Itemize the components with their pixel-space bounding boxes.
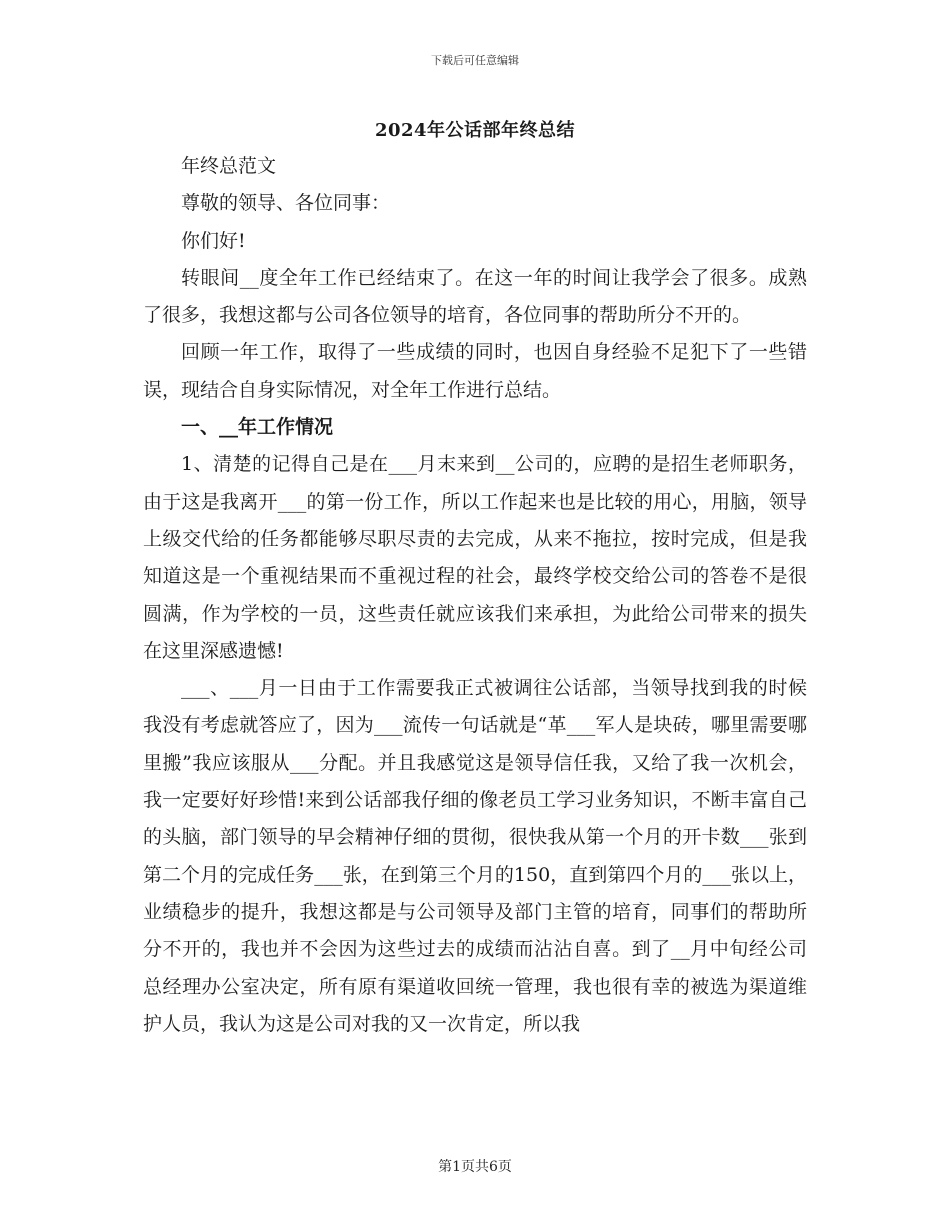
paragraph-intro: 转眼间__度全年工作已经结束了。在这一年的时间让我学会了很多。成熟了很多，我想这都与公司各位领导的培育，各位同事的帮助所分不开的。 — [143, 266, 807, 327]
paragraph-greeting: 你们好! — [181, 229, 246, 252]
document-body — [143, 148, 807, 1043]
paragraph-item-1: 1、清楚的记得自己是在___月末来到__公司的，应聘的是招生老师职务，由于这是我离开___的第一份工作，所以工作起来也是比较的用心，用脑，领导上级交代给的任务都能够尽职尽责的去完成，从来不拖拉，按时完成，但是我知道这是一个重视结果而不重视过程的社会，最终学校交给公司的答卷不是很圆满，作为学校的一员，这些责任就应该我们来承担，为此给公司带来的损失在这里深感遗憾! — [143, 453, 807, 662]
page-number: 第1页共6页 — [438, 1159, 512, 1175]
paragraph-item-2: ___、___月一日由于工作需要我正式被调往公话部，当领导找到我的时候我没有考虑就答应了，因为___流传一句话就是“革___军人是块砖，哪里需要哪里搬”我应该服从___分配。并且我感觉这是领导信任我，又给了我一次机会，我一定要好好珍惜!来到公话部我仔细的像老员工学习业务知识，不断丰富自己的头脑，部门领导的早会精神仔细的贯彻，很快我从第一个月的开卡数___张到第二个月的完成任务___张，在到第三个月的150，直到第四个月的___张以上，业绩稳步的提升，我想这都是与公司领导及部门主管的培育，同事们的帮助所分不开的，我也并不会因为这些过去的成绩而沾沾自喜。到了__月中旬经公司总经理办公室决定，所有原有渠道收回统一管理，我也很有幸的被选为渠道维护人员，我认为这是公司对我的又一次肯定，所以我 — [143, 677, 807, 1035]
document-title: 2024年公话部年终总结 — [374, 120, 576, 141]
paragraph-review: 回顾一年工作，取得了一些成绩的同时，也因自身经验不足犯下了一些错误，现结合自身实际情况，对全年工作进行总结。 — [143, 341, 807, 401]
paragraph-subtitle: 年终总范文 — [181, 155, 277, 177]
section-heading-work-status: 一、__年工作情况 — [181, 416, 334, 439]
paragraph-salutation: 尊敬的领导、各位同事： — [181, 192, 391, 215]
page-header-note: 下载后可任意编辑 — [431, 54, 519, 67]
